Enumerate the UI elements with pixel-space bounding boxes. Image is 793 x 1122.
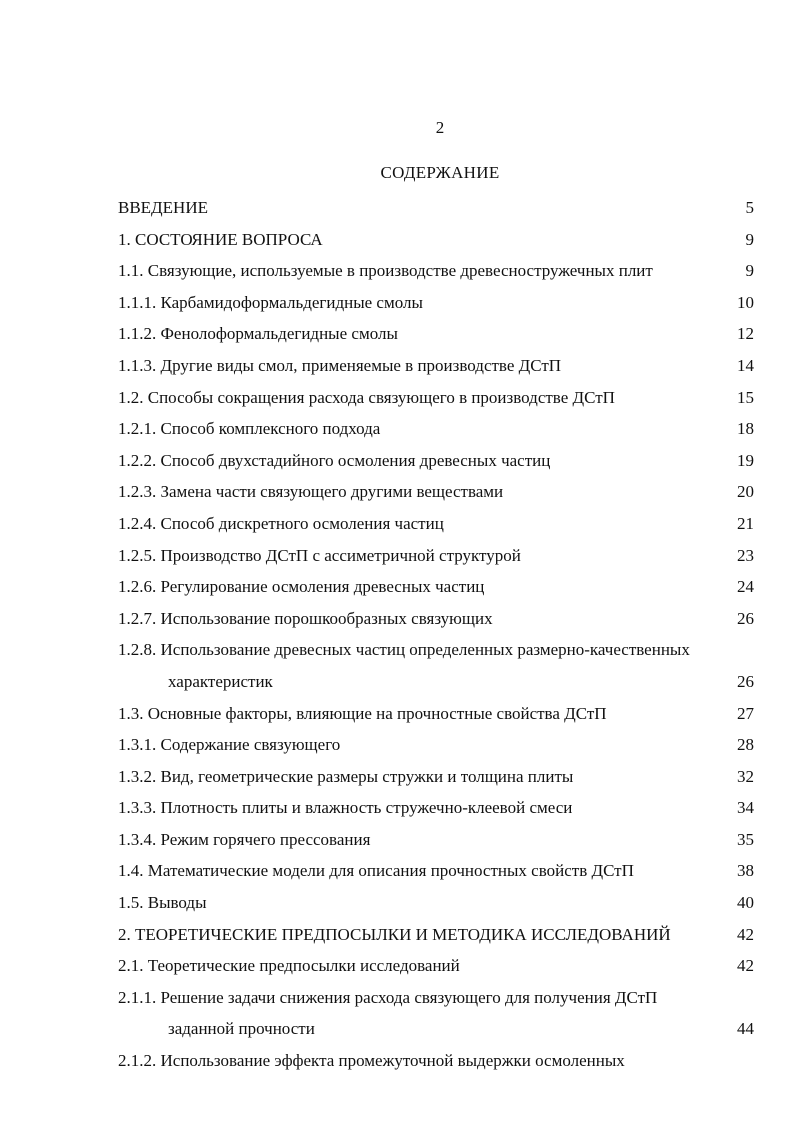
toc-entry (118, 350, 754, 382)
toc-entry-text: 2.1.1. Решение задачи снижения расхода связующего для получения ДСтП (118, 987, 658, 1007)
toc-entry (118, 255, 754, 287)
toc-entry (118, 571, 754, 603)
toc-entry (118, 634, 754, 666)
toc-entry-page: 42 (737, 924, 754, 944)
toc-entry-text: 1.5. Выводы (118, 893, 207, 913)
toc-entry-page: 15 (737, 387, 754, 407)
toc-entry (118, 950, 754, 982)
toc-entry (118, 224, 754, 256)
toc-entry-page: 24 (737, 577, 754, 597)
toc-entry (118, 982, 754, 1014)
toc-entry (118, 603, 754, 635)
toc-entry-text: 1.2.3. Замена части связующего другими веществами (118, 482, 504, 502)
toc-entry-text: 1.1. Связующие, используемые в производстве древесностружечных плит (118, 261, 653, 281)
toc-entry-text: 1.1.1. Карбамидоформальдегидные смолы (118, 292, 423, 312)
toc-entry-text: характеристик (168, 671, 273, 691)
toc-entry-text: 1.4. Математические модели для описания прочностных свойств ДСтП (118, 861, 634, 881)
toc-entry-page: 23 (737, 545, 754, 565)
toc-entry (118, 540, 754, 572)
toc-entry-page: 26 (737, 671, 754, 691)
toc-title: СОДЕРЖАНИЕ (380, 163, 500, 182)
toc-entry-text: 1.2.1. Способ комплексного подхода (118, 419, 381, 439)
toc-entry (118, 445, 754, 477)
toc-entry-text: 1.2.5. Производство ДСтП с ассиметричной структурой (118, 545, 521, 565)
toc-entry (118, 919, 754, 951)
page-number: 2 (435, 118, 445, 137)
toc-entry (118, 698, 754, 730)
toc-entry-page: 5 (745, 198, 754, 217)
toc-entry-page: 9 (745, 229, 754, 249)
toc-entry (118, 824, 754, 856)
table-of-contents (118, 192, 754, 1077)
toc-entry-page: 35 (737, 829, 754, 849)
toc-entry-text: 1.2.8. Использование древесных частиц определенных размерно-качественных (118, 640, 690, 660)
toc-entry-text: 1.3.4. Режим горячего прессования (118, 829, 371, 849)
toc-entry-text: 1.2.4. Способ дискретного осмоления частиц (118, 513, 444, 533)
toc-entry-text: заданной прочности (168, 1019, 315, 1039)
toc-entry-text: 1.3.2. Вид, геометрические размеры стружки и толщина плиты (118, 766, 574, 786)
toc-entry-text: 2.1. Теоретические предпосылки исследований (118, 956, 460, 976)
toc-entry (118, 318, 754, 350)
toc-entry (118, 666, 754, 698)
toc-entry (118, 508, 754, 540)
toc-entry-page: 10 (737, 292, 754, 312)
toc-entry (118, 287, 754, 319)
toc-entry-text: 1.2.6. Регулирование осмоления древесных частиц (118, 577, 485, 597)
toc-entry-page: 20 (737, 482, 754, 502)
toc-entry (118, 792, 754, 824)
toc-entry-page: 12 (737, 324, 754, 344)
toc-entry-page: 27 (737, 703, 754, 723)
toc-entry (118, 761, 754, 793)
toc-entry-page: 42 (737, 956, 754, 976)
toc-entry-page: 28 (737, 735, 754, 755)
toc-entry-page: 18 (737, 419, 754, 439)
toc-entry-page: 9 (745, 261, 754, 281)
toc-entry-text: 1.3.1. Содержание связующего (118, 735, 341, 755)
toc-entry-text: 1. СОСТОЯНИЕ ВОПРОСА (118, 229, 323, 249)
toc-entry-text: 1.2.2. Способ двухстадийного осмоления древесных частиц (118, 450, 551, 470)
toc-entry-text: 1.3. Основные факторы, влияющие на прочностные свойства ДСтП (118, 703, 607, 723)
toc-entry (118, 476, 754, 508)
toc-entry-text: 1.1.2. Фенолоформальдегидные смолы (118, 324, 398, 344)
toc-entry (118, 192, 754, 224)
toc-entry-text: 2.1.2. Использование эффекта промежуточной выдержки осмоленных (118, 1051, 625, 1071)
toc-entry (118, 887, 754, 919)
toc-entry-page: 14 (737, 355, 754, 375)
toc-entry-page: 26 (737, 608, 754, 628)
toc-entry (118, 855, 754, 887)
toc-entry (118, 382, 754, 414)
toc-entry-text: 1.1.3. Другие виды смол, применяемые в производстве ДСтП (118, 355, 562, 375)
toc-entry-page: 34 (737, 798, 754, 818)
toc-entry-page: 38 (737, 861, 754, 881)
toc-entry (118, 1045, 754, 1077)
toc-entry-page: 21 (737, 513, 754, 533)
toc-entry-page: 44 (737, 1019, 754, 1039)
toc-entry (118, 413, 754, 445)
toc-entry-page: 32 (737, 766, 754, 786)
toc-entry (118, 1013, 754, 1045)
toc-entry-page: 19 (737, 450, 754, 470)
toc-entry-text: 1.2.7. Использование порошкообразных связующих (118, 608, 493, 628)
toc-entry-text: 1.3.3. Плотность плиты и влажность стружечно-клеевой смеси (118, 798, 573, 818)
toc-entry (118, 729, 754, 761)
toc-entry-text: ВВЕДЕНИЕ (118, 198, 208, 217)
toc-entry-text: 1.2. Способы сокращения расхода связующего в производстве ДСтП (118, 387, 615, 407)
toc-entry-page: 40 (737, 893, 754, 913)
toc-entry-text: 2. ТЕОРЕТИЧЕСКИЕ ПРЕДПОСЫЛКИ И МЕТОДИКА ИССЛЕДОВАНИЙ (118, 924, 671, 944)
